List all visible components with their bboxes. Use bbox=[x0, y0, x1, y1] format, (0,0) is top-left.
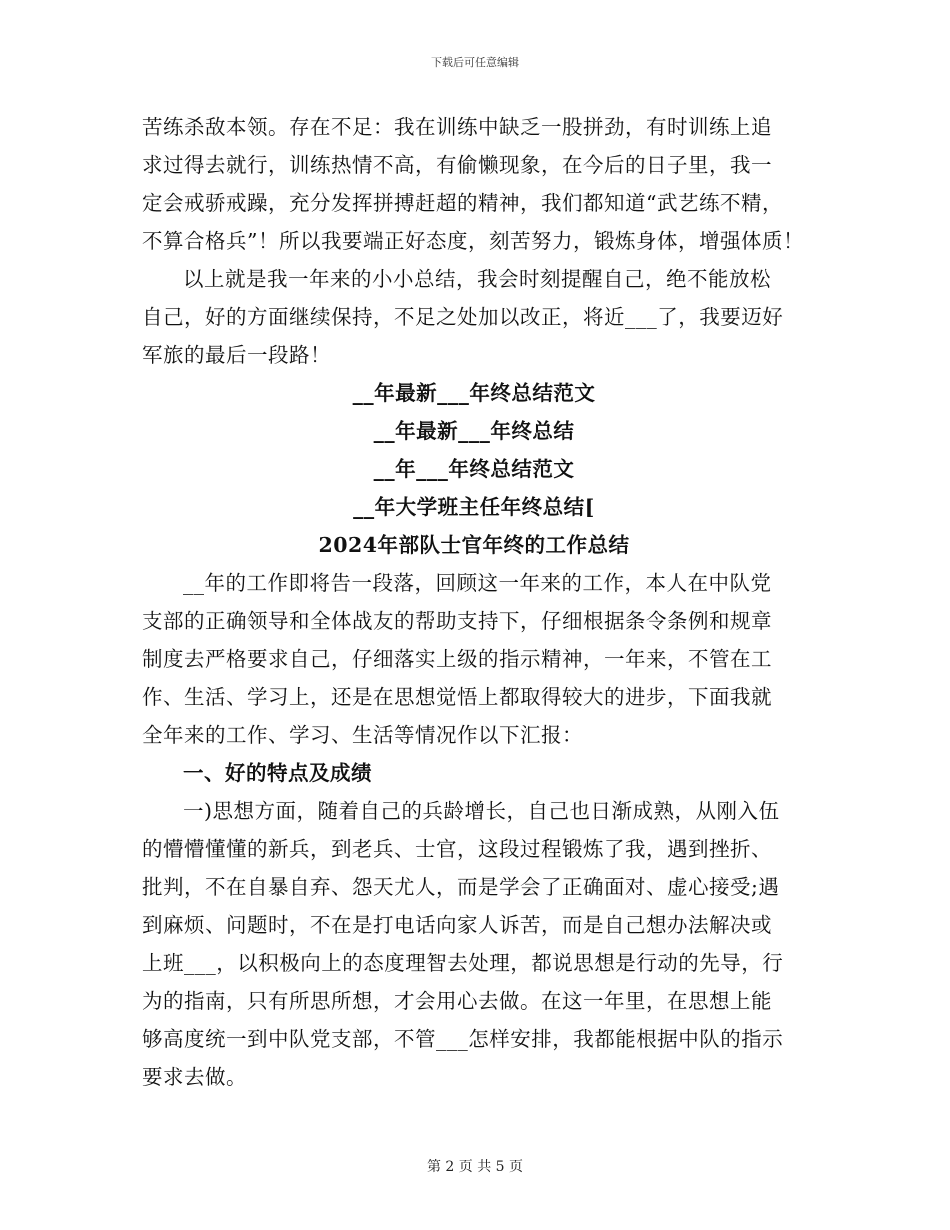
text-line: 以上就是我一年来的小小总结，我会时刻提醒自己，绝不能放松 bbox=[183, 267, 771, 291]
text-line: 上班___，以积极向上的态度理智去处理，都说思想是行动的先导，行 bbox=[142, 951, 784, 975]
text-line: 制度去严格要求自己，仔细落实上级的指示精神，一年来，不管在工 bbox=[142, 647, 772, 671]
document-title: 2024年部队士官年终的工作总结 bbox=[318, 533, 630, 557]
text-line: 定会戒骄戒躁，充分发挥拼搏赶超的精神，我们都知道“武艺练不精， bbox=[142, 191, 783, 215]
text-line: 要求去做。 bbox=[142, 1065, 247, 1089]
related-article-link[interactable]: __年最新___年终总结范文 bbox=[352, 381, 596, 405]
related-article-link[interactable]: __年___年终总结范文 bbox=[373, 457, 575, 481]
text-line: 作、生活、学习上，还是在思想觉悟上都取得较大的进步，下面我就 bbox=[142, 685, 772, 709]
section-heading: 一、好的特点及成绩 bbox=[183, 761, 372, 785]
paragraph-intro bbox=[142, 564, 806, 754]
text-line: 军旅的最后一段路！ bbox=[142, 343, 331, 367]
text-line: 一)思想方面，随着自己的兵龄增长，自己也日渐成熟，从刚入伍 bbox=[183, 799, 780, 823]
related-articles-list bbox=[142, 374, 806, 526]
document-body bbox=[142, 108, 806, 1096]
text-line: 苦练杀敌本领。存在不足：我在训练中缺乏一股拼劲，有时训练上追 bbox=[142, 115, 772, 139]
text-line: 够高度统一到中队党支部，不管___怎样安排，我都能根据中队的指示 bbox=[142, 1027, 784, 1051]
text-line: __年的工作即将告一段落，回顾这一年来的工作，本人在中队党 bbox=[183, 571, 772, 595]
related-article-link[interactable]: __年最新___年终总结 bbox=[373, 419, 575, 443]
text-line: 支部的正确领导和全体战友的帮助支持下，仔细根据条令条例和规章 bbox=[142, 609, 772, 633]
text-line: 的懵懵懂懂的新兵，到老兵、士官，这段过程锻炼了我，遇到挫折、 bbox=[142, 837, 772, 861]
text-line: 自己，好的方面继续保持，不足之处加以改正，将近___了，我要迈好 bbox=[142, 305, 784, 329]
paragraph-shortcomings bbox=[142, 108, 806, 260]
text-line: 到麻烦、问题时，不在是打电话向家人诉苦，而是自己想办法解决或 bbox=[142, 913, 772, 937]
page-header-note: 下载后可任意编辑 bbox=[431, 56, 519, 69]
paragraph-conclusion bbox=[142, 260, 806, 374]
related-article-link[interactable]: __年大学班主任年终总结[ bbox=[353, 495, 595, 519]
text-line: 为的指南，只有所思所想，才会用心去做。在这一年里，在思想上能 bbox=[142, 989, 772, 1013]
text-line: 求过得去就行，训练热情不高，有偷懒现象，在今后的日子里，我一 bbox=[142, 153, 772, 177]
paragraph-thought bbox=[142, 792, 806, 1096]
text-line: 批判，不在自暴自弃、怨天尤人，而是学会了正确面对、虚心接受;遇 bbox=[142, 875, 780, 899]
text-line: 全年来的工作、学习、生活等情况作以下汇报： bbox=[142, 723, 583, 747]
text-line: 不算合格兵”！所以我要端正好态度，刻苦努力，锻炼身体，增强体质！ bbox=[142, 229, 804, 253]
page-number: 第 2 页 共 5 页 bbox=[426, 1159, 524, 1175]
